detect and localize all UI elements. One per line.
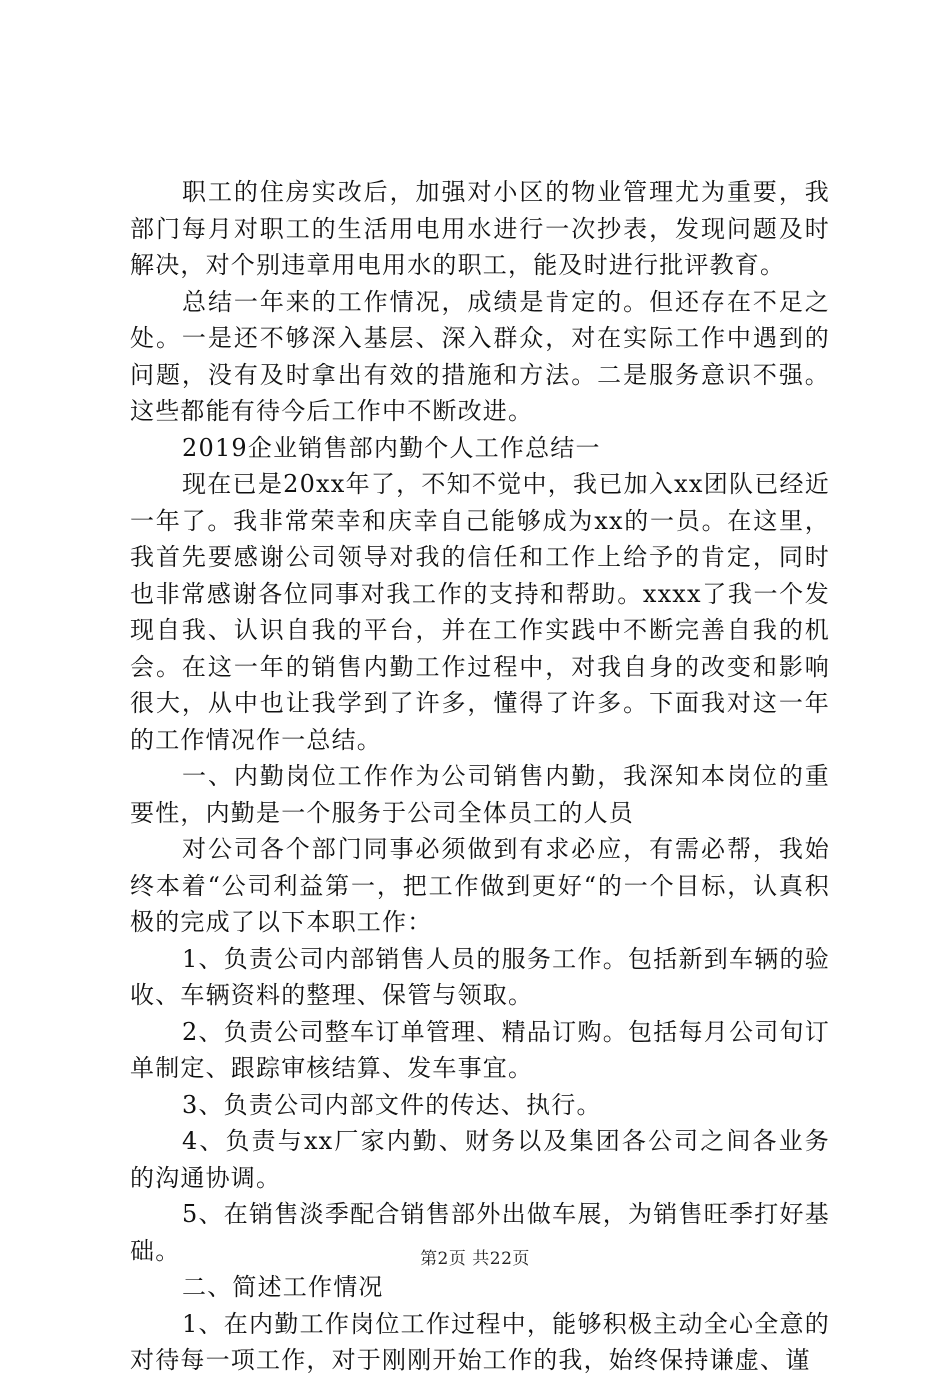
paragraph-introduction: 现在已是20xx年了，不知不觉中，我已加入xx团队已经近一年了。我非常荣幸和庆幸自己能够成为xx的一员。在这里，我首先要感谢公司领导对我的信任和工作上给予的肯定，同时也非常感谢各位同事对我工作的支持和帮助。xxxx了我一个发现自我、认识自我的平台，并在工作实践中不断完善自我的机会。在这一年的销售内勤工作过程中，对我自身的改变和影响很大，从中也让我学到了许多，懂得了许多。下面我对这一年的工作情况作一总结。 xyxy=(130,470,830,754)
list-item-duty-2: 2、负责公司整车订单管理、精品订购。包括每月公司旬订单制定、跟踪审核结算、发车事宜。 xyxy=(130,1017,830,1082)
page-number-footer: 第2页 共22页 xyxy=(420,1249,530,1269)
list-item-duty-1: 1、负责公司内部销售人员的服务工作。包括新到车辆的验收、车辆资料的整理、保管与领取。 xyxy=(130,944,830,1009)
list-item-work-1: 1、在内勤工作岗位工作过程中，能够积极主动全心全意的对待每一项工作，对于刚刚开始工作的我，始终保持谦虚、谨 xyxy=(130,1309,830,1374)
paragraph-housing-management: 职工的住房实改后，加强对小区的物业管理尤为重要，我部门每月对职工的生活用电用水进行一次抄表，发现问题及时解决，对个别违章用电用水的职工，能及时进行批评教育。 xyxy=(130,178,830,279)
document-body xyxy=(130,174,830,1379)
paragraph-service-attitude: 对公司各个部门同事必须做到有求必应，有需必帮，我始终本着“公司利益第一，把工作做到更好“的一个目标，认真积极的完成了以下本职工作： xyxy=(130,835,830,936)
paragraph-year-summary: 总结一年来的工作情况，成绩是肯定的。但还存在不足之处。一是还不够深入基层、深入群众，对在实际工作中遇到的问题，没有及时拿出有效的措施和方法。二是服务意识不强。这些都能有待今后工作中不断改进。 xyxy=(130,287,830,425)
section-title: 2019企业销售部内勤个人工作总结一 xyxy=(182,433,601,462)
paragraph-section-one: 一、内勤岗位工作作为公司销售内勤，我深知本岗位的重要性，内勤是一个服务于公司全体员工的人员 xyxy=(130,762,830,827)
list-item-duty-3: 3、负责公司内部文件的传达、执行。 xyxy=(182,1090,602,1119)
list-item-duty-4: 4、负责与xx厂家内勤、财务以及集团各公司之间各业务的沟通协调。 xyxy=(130,1127,830,1192)
paragraph-section-two: 二、简述工作情况 xyxy=(182,1273,384,1301)
list-item-duty-5: 5、在销售淡季配合销售部外出做车展，为销售旺季打好基础。 xyxy=(130,1200,830,1265)
